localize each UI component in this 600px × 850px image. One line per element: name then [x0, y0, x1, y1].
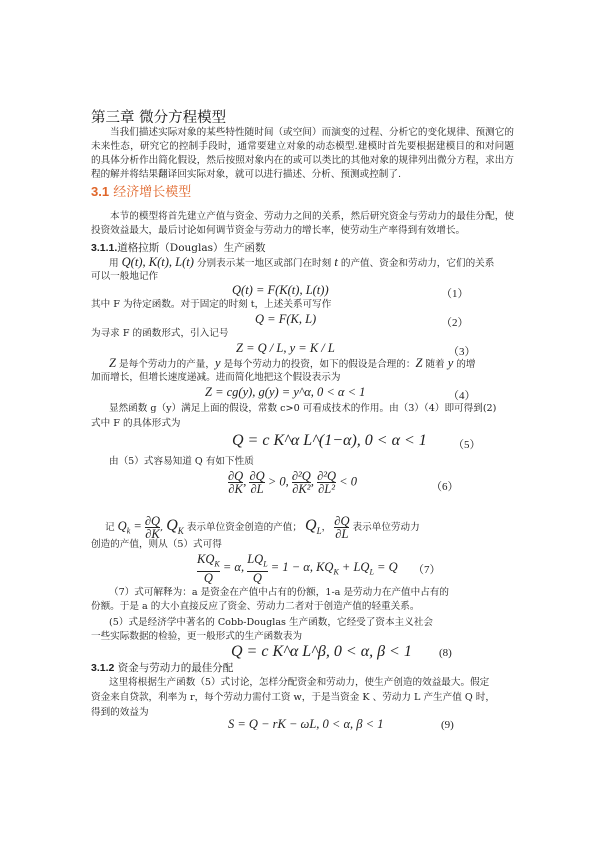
paragraph-9-line2: 一些实际数据的检验，更一般形式的生产函数表为: [91, 631, 303, 642]
equation-9-number: (9): [441, 719, 454, 731]
p1-rest: 分别表示某一地区或部门在时刻: [196, 258, 332, 269]
equation-5: Q = c K^α L^(1−α), 0 < α < 1: [232, 432, 427, 449]
equation-3-number: （3）: [448, 346, 476, 358]
p7-c: 表示单位劳动力: [352, 522, 420, 533]
p1-rest2: 的产值、资金和劳动力，它们的关系: [340, 258, 495, 269]
equation-4: Z = cg(y), g(y) = y^α, 0 < α < 1: [205, 385, 366, 399]
paragraph-7: 记 $Q_k$ = $\frac{\partial Q}{\partial K}$ , $Q_K$ 表示单位资金创造的产值； $Q_L$， $\frac{\partial Q}{\partial L}$ 表示单位劳动力: [105, 514, 420, 541]
paragraph-7-line2: 创造的产值，则从（5）式可得: [91, 539, 222, 550]
paragraph-1-line2: 可以一般地记作: [91, 271, 159, 282]
equation-1-number: （1）: [441, 288, 469, 300]
equation-2: Q = F(K, L): [255, 312, 317, 326]
section-title: 经济增长模型: [113, 185, 192, 200]
subsection-number-1: 3.1.1.: [91, 242, 118, 254]
paragraph-6: 由（5）式容易知道 Q 有如下性质: [109, 456, 254, 467]
p4-b: 是每个劳动力的产量，: [115, 359, 215, 370]
paragraph-1: [109, 255, 494, 271]
subsection-title-2: 资金与劳动力的最佳分配: [117, 662, 234, 674]
p1-t: t: [334, 255, 338, 269]
paragraph-3: 为寻求 F 的函数形式，引入记号: [91, 328, 229, 339]
paragraph-5-line2: 式中 F 的具体形式为: [91, 418, 181, 429]
p4-y: y: [214, 356, 221, 370]
paragraph-9: (5）式是经济学中著名的 Cobb-Douglas 生产函数，它经受了资本主义社会: [109, 617, 433, 628]
p4-h: 的增: [453, 359, 476, 370]
chapter-title: 第三章 微分方程模型: [91, 110, 227, 126]
paragraph-8: （7）式可解释为：a 是资金在产值中占有的份额，1-a 是劳动力在产值中占有的: [109, 587, 449, 598]
subsection-number-2: 3.1.2: [91, 662, 115, 674]
p4-z2: Z: [415, 356, 423, 370]
p4-d: 是每个劳动力的投资，如下的假设是合理的：: [220, 359, 416, 370]
equation-2-number: （2）: [441, 317, 469, 329]
equation-9: S = Q − rK − ωL, 0 < α, β < 1: [228, 717, 384, 731]
equation-4-number: （4）: [448, 390, 476, 402]
equation-6-number: （6）: [431, 481, 459, 493]
paragraph-4-line2: 加而增长，但增长速度递减。进而简化地把这个假设表示为: [91, 372, 341, 383]
paragraph-10-line2: 资金来自贷款，利率为 r，每个劳动力需付工资 w，于是当资金 K 、劳动力 L 产生产值 Q 时，: [91, 692, 495, 703]
intro-paragraph: 当我们描述实际对象的某些特性随时间（或空间）而演变的过程、分析它的变化规律、预测它的未来性态，研究它的控制手段时，通常要建立对象的动态模型.建模时首先要根据建模目的和对问题的具体分析作出简化假设，然后按照对象内在的或可以类比的其他对象的规律列出微分方程，求出方程的解并将结果翻译回实际对象，就可以进行描述、分析、预测或控制了.: [91, 127, 514, 180]
equation-8: Q = c K^α L^β, 0 < α, β < 1: [231, 643, 412, 660]
p7-b: 表示单位资金创造的产值；: [186, 522, 302, 533]
subsection-heading-2: [91, 660, 233, 675]
section-heading: [91, 181, 191, 200]
equation-5-number: （5）: [453, 439, 481, 451]
p1-use: 用: [109, 258, 119, 269]
paragraph-10-line3: 得到的效益为: [91, 707, 149, 718]
paragraph-4: [109, 356, 476, 372]
p1-vars: Q(t), K(t), L(t): [121, 255, 194, 269]
paragraph-10: 这里将根据生产函数（5）式讨论，怎样分配资金和劳动力，使生产创造的效益最大。假定: [109, 677, 490, 688]
p4-f: 随着: [422, 359, 448, 370]
equation-7-number: （7）: [413, 564, 441, 576]
section-intro: 本节的模型将首先建立产值与资金、劳动力之间的关系，然后研究资金与劳动力的最佳分配，使投资效益最大，最后讨论如何调节资金与劳动力的增长率，使劳动生产率得到有效增长。: [91, 211, 514, 236]
paragraph-5: 显然函数 g（y）满足上面的假设，常数 c>0 可看成技术的作用。由（3）（4）即可得到(2): [109, 403, 497, 414]
subsection-heading-1: [91, 240, 266, 255]
subsection-title-1: 道格拉斯（Douglas）生产函数: [117, 242, 266, 254]
equation-3: Z = Q / L, y = K / L: [236, 341, 335, 355]
paragraph-8-line2: 份额。于是 a 的大小直接反应了资金、劳动力二者对于创造产值的轻重关系。: [91, 601, 420, 612]
section-number: 3.1: [91, 184, 110, 199]
equation-6: $\frac{\partial Q}{\partial K}$ , $\frac{\partial Q}{\partial L}$ > 0, $\frac{\text{∂²Q}}{\text{∂K²}}$ , $\frac{\text{∂²Q}}{\text{∂L²}}$ < 0: [228, 469, 357, 496]
p4-y2: y: [447, 356, 454, 370]
paragraph-2: 其中 F 为待定函数。对于固定的时刻 t，上述关系可写作: [91, 299, 332, 310]
p7-a: 记: [105, 522, 115, 533]
p4-z: Z: [109, 356, 116, 370]
equation-8-number: (8): [439, 647, 452, 659]
equation-7: $\frac{KQ_K}{Q}$ = α, $\frac{LQ_L}{Q}$ = 1 − α, $KQ_K + LQ_L = Q$: [197, 552, 398, 585]
equation-1: Q(t) = F(K(t), L(t)): [232, 283, 329, 297]
